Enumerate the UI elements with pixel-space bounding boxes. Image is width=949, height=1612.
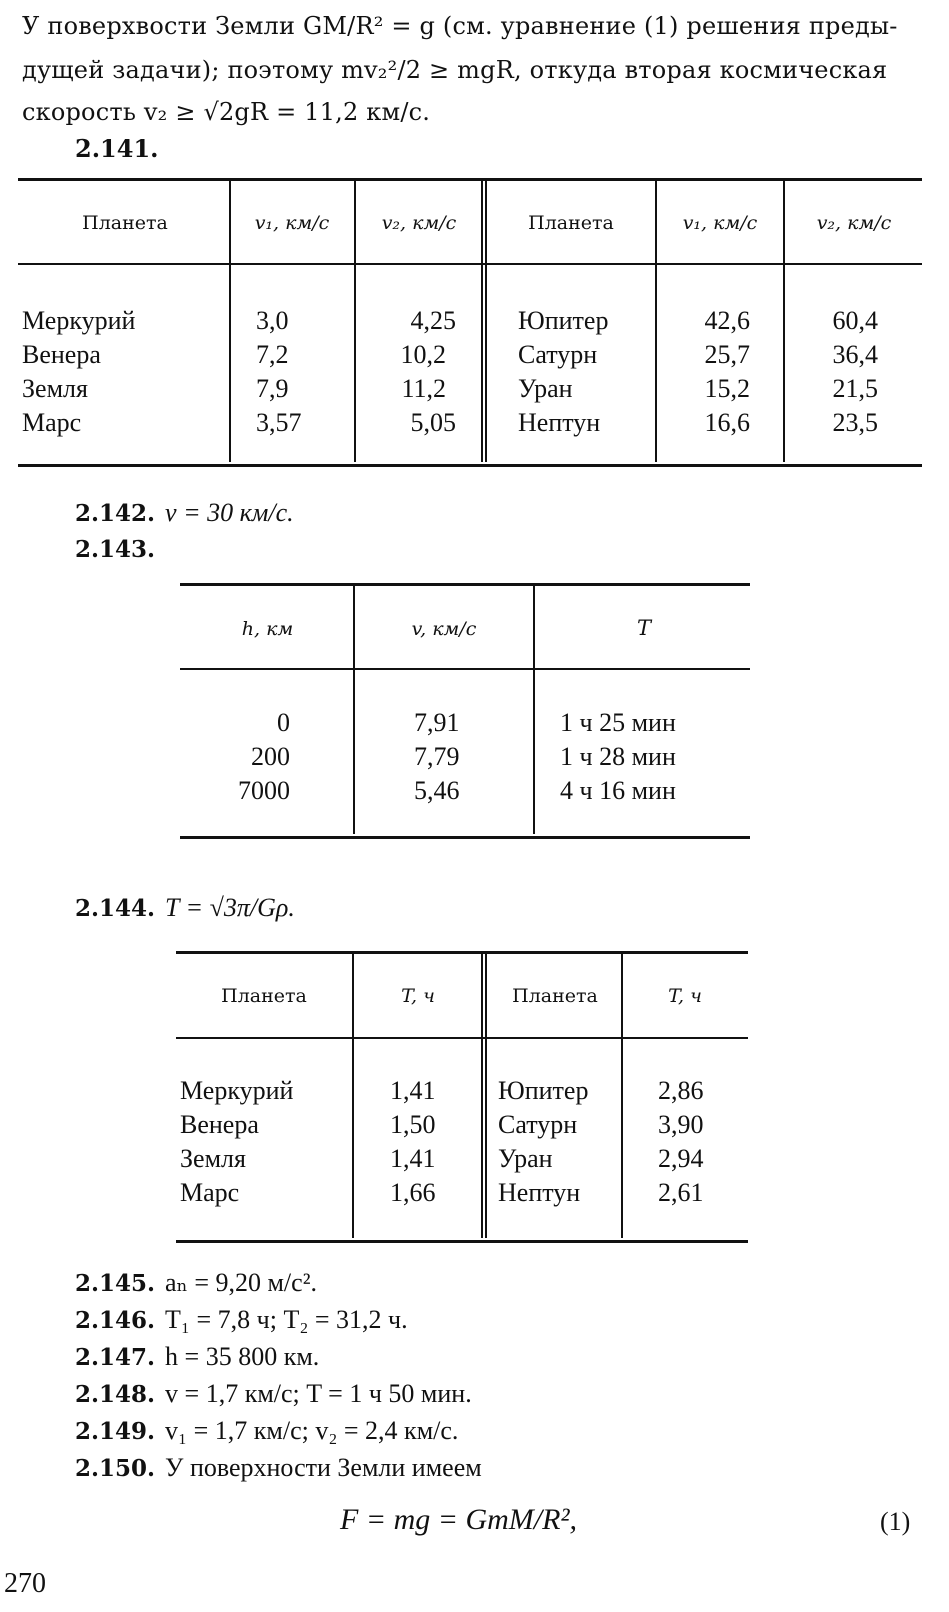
table-cell: 1,66: [390, 1178, 436, 1207]
table-cell: Уран: [518, 374, 573, 403]
equation: F = mg = GmM/R²,: [340, 1503, 577, 1536]
table-cell: Марс: [180, 1178, 240, 1207]
table-cell: 36,4: [832, 340, 878, 369]
answer-2-146: [75, 1305, 408, 1335]
table1-header-cell: v₁, км/с: [682, 212, 758, 234]
table-cell: Венера: [180, 1110, 259, 1139]
table-cell: 25,7: [704, 340, 750, 369]
table2-divider: [533, 585, 535, 834]
table1-divider: [655, 180, 657, 462]
table-cell: Сатурн: [518, 340, 598, 369]
answer-number: 2.142.: [75, 500, 156, 527]
answer-text: v₁ = 1,7 км/с; v₂ = 2,4 км/с.: [165, 1416, 459, 1445]
answer-text: v = 30 км/с.: [165, 498, 294, 527]
table1-header-cell: Планета: [82, 212, 168, 234]
equation-number: (1): [880, 1507, 911, 1536]
table-cell: 2,86: [658, 1076, 704, 1105]
table1-header-cell: v₁, км/с: [254, 212, 330, 234]
table1-double-divider: [481, 180, 487, 462]
table-cell: 60,4: [832, 306, 878, 335]
table-cell: 5,05: [410, 408, 456, 437]
table1-divider: [783, 180, 785, 462]
table-cell: 7,9: [256, 374, 289, 403]
table2-header-cell: v, км/с: [411, 618, 477, 640]
table-cell: 5,46: [414, 776, 460, 805]
answer-2-149: [75, 1416, 458, 1446]
answer-text: h = 35 800 км.: [165, 1342, 320, 1371]
table-cell: 3,0: [256, 306, 289, 335]
table-cell: Уран: [498, 1144, 553, 1173]
table3-divider: [352, 953, 354, 1238]
table3-header-cell: Планета: [512, 985, 598, 1007]
answer-number: 2.148.: [75, 1381, 156, 1408]
table2-divider: [353, 585, 355, 834]
table-cell: 7,2: [256, 340, 289, 369]
table-cell: Венера: [22, 340, 101, 369]
table-cell: 200: [251, 742, 290, 771]
table1-bottom-rule: [18, 464, 922, 467]
table1-header-cell: v₂, км/с: [816, 212, 892, 234]
table1-divider: [354, 180, 356, 462]
answer-2-148: [75, 1379, 472, 1409]
table-cell: Сатурн: [498, 1110, 578, 1139]
table2-top-rule: [180, 583, 750, 586]
table2-header-rule: [180, 668, 750, 670]
table2-bottom-rule: [180, 836, 750, 839]
table-cell: 42,6: [704, 306, 750, 335]
table-cell: Меркурий: [180, 1076, 294, 1105]
answer-number: 2.150.: [75, 1455, 156, 1482]
table-cell: 7000: [238, 776, 290, 805]
table-cell: 16,6: [704, 408, 750, 437]
answer-number: 2.147.: [75, 1344, 156, 1371]
table-cell: 21,5: [832, 374, 878, 403]
table1-header-rule: [18, 263, 922, 265]
table3-header-cell: T, ч: [668, 985, 702, 1007]
answer-number: 2.149.: [75, 1418, 156, 1445]
table-cell: 10,2: [400, 340, 446, 369]
table-cell: 1 ч 25 мин: [560, 708, 676, 737]
table-cell: Нептун: [518, 408, 601, 437]
answer-text: T = √3π/Gρ.: [165, 893, 295, 922]
answer-number: 2.145.: [75, 1270, 156, 1297]
table-cell: 1,41: [390, 1076, 436, 1105]
table-cell: Земля: [22, 374, 88, 403]
answer-2-144: [75, 893, 295, 923]
table-cell: 4,25: [410, 306, 456, 335]
table-cell: 1 ч 28 мин: [560, 742, 676, 771]
table1-divider: [229, 180, 231, 462]
table-cell: 7,91: [414, 708, 460, 737]
table-cell: Марс: [22, 408, 82, 437]
table-cell: 23,5: [832, 408, 878, 437]
answer-number: 2.144.: [75, 895, 156, 922]
table-cell: 3,57: [256, 408, 302, 437]
table-cell: Юпитер: [498, 1076, 589, 1105]
table3-top-rule: [176, 951, 748, 954]
table1-top-rule: [18, 178, 922, 181]
table2-header-cell: h, км: [241, 618, 294, 640]
table3-bottom-rule: [176, 1240, 748, 1243]
table3-double-divider: [481, 953, 487, 1238]
table-cell: 7,79: [414, 742, 460, 771]
table-cell: 1,41: [390, 1144, 436, 1173]
table-cell: Меркурий: [22, 306, 136, 335]
answer-text: aₙ = 9,20 м/с².: [165, 1268, 317, 1297]
table3-divider: [621, 953, 623, 1238]
answer-text: v = 1,7 км/с; T = 1 ч 50 мин.: [165, 1379, 472, 1408]
table-cell: Юпитер: [518, 306, 609, 335]
table1-header-cell: Планета: [528, 212, 614, 234]
table-cell: 11,2: [401, 374, 446, 403]
table-cell: 15,2: [704, 374, 750, 403]
answer-number: 2.146.: [75, 1307, 156, 1334]
answer-2-150: [75, 1453, 482, 1483]
problem-2-141-number: 2.141.: [75, 134, 159, 163]
answer-2-147: [75, 1342, 319, 1372]
intro-line-1: У поверхвости Земли GM/R² = g (см. уравнение (1) решения преды-: [22, 12, 898, 40]
table-cell: 1,50: [390, 1110, 436, 1139]
answer-2-142: [75, 498, 294, 528]
table-cell: 4 ч 16 мин: [560, 776, 676, 805]
table3-header-cell: Планета: [221, 985, 307, 1007]
table-cell: 2,94: [658, 1144, 704, 1173]
answer-text: У поверхности Земли имеем: [165, 1453, 482, 1482]
table-cell: Нептун: [498, 1178, 581, 1207]
intro-line-2: дущей задачи); поэтому mv₂²/2 ≥ mgR, откуда вторая космическая: [22, 56, 888, 84]
table-cell: 2,61: [658, 1178, 704, 1207]
table3-header-rule: [176, 1037, 748, 1039]
answer-2-145: [75, 1268, 317, 1298]
table3-header-cell: T, ч: [401, 985, 435, 1007]
table2-header-cell: T: [636, 616, 651, 640]
table-cell: 3,90: [658, 1110, 704, 1139]
problem-2-143-number: 2.143.: [75, 536, 156, 563]
table-cell: Земля: [180, 1144, 246, 1173]
table1-header-cell: v₂, км/с: [381, 212, 457, 234]
intro-line-3: скорость v₂ ≥ √2gR = 11,2 км/с.: [22, 98, 431, 126]
answer-text: T₁ = 7,8 ч; T₂ = 31,2 ч.: [165, 1305, 408, 1334]
page-number: 270: [4, 1568, 46, 1599]
table-cell: 0: [277, 708, 290, 737]
